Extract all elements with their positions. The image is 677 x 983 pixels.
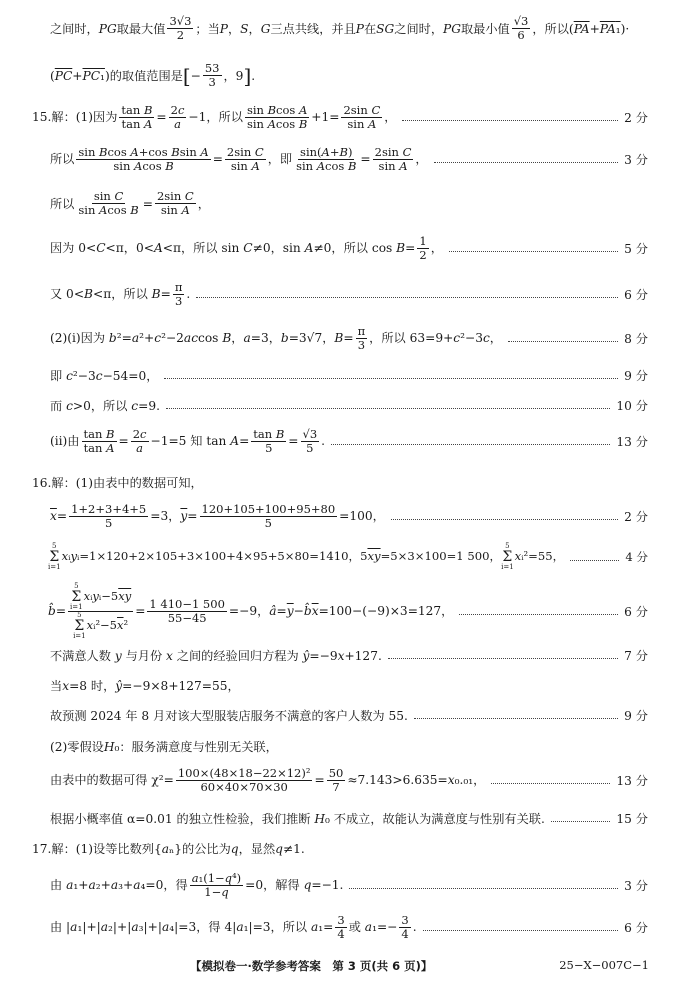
- q16-line-8: (2)零假设 H ₀：服务满意度与性别无关联，: [50, 739, 278, 754]
- score-q16-5: 7 分: [624, 649, 648, 663]
- q16-line-7: 故预测 2024 年 8 月对该大型服装店服务不满意的客户人数为 55. 9 分: [50, 709, 648, 723]
- footer-title: 【模拟卷一·数学参考答案 第 3 页(共 6 页)】: [190, 959, 433, 973]
- q15-line-5: 又 0<B<π，所以 B= $\frac{\pi}{3}$ . 6 分: [50, 280, 648, 309]
- q16-line-3: 5 Σ i=1 xᵢyᵢ=1×120+2×105+3×100+4×95+5×80=1410，$5\overline{xy}=5\times 3\times 100=1$ 500， 5 Σ i=1 xᵢ²=55， 4 分: [48, 542, 648, 571]
- score-q16-9: 13 分: [616, 774, 648, 789]
- q15-line-4: 因为 0<C<π，0<A<π，所以 sin C≠0，sin A≠0，所以 cos B= $\frac{1}{2}$ ， 5 分: [50, 234, 648, 263]
- score-q15-7: 9 分: [624, 369, 648, 383]
- score-q15-9: 13 分: [616, 435, 648, 450]
- q16-line-1: 16.解：(1)由表中的数据可知，: [32, 476, 203, 490]
- score-q16-7: 9 分: [624, 709, 648, 723]
- score-q16-4: 6 分: [624, 605, 648, 619]
- score-q16-2: 2 分: [624, 510, 648, 525]
- score-q15-5: 6 分: [624, 288, 648, 303]
- q16-line-4: b̂= 5 Σ i=1 $xᵢyᵢ-5\overline{xy}$ 5 Σ i=1 $xᵢ^2-5\overline{x}^2$ = $\frac{1 410-1 500}{55-45}$ =−9，$â=\overline{y}-b̂\overline{x}=100-(-9)\times 3=127$， 6 分: [48, 582, 648, 640]
- q15-line-6: (2)(ⅰ)因为 b²=a²+c²−2accos B，a=3，b=3√7，B= $\frac{\pi}{3}$ ，所以 63=9+c²−3c， 8 分: [50, 324, 648, 353]
- q15-line-1: 15.解：(1)因为 $\frac{\text{tan B}}{\text{tan A}}$ = $\frac{2c}{a}$ −1，所以 $\frac{\text{sin Bcos A}}{\text{sin Acos B}}$ +1= $\frac{\text{2sin C}}{\text{sin A}}$ ， 2 分: [32, 103, 648, 132]
- q16-line-2: $\overline{x}=$ $\frac{1+2+3+4+5}{5}$ =3，$\overline{y}=$ $\frac{120+105+100+95+80}{5}$ =100， 2 分: [50, 502, 648, 531]
- q16-line-6: 当 x =8 时， ŷ =−9×8+127=55，: [50, 678, 240, 693]
- q15-line-9: (ⅱ)由 $\frac{\text{tan B}}{\text{tan A}}$ = $\frac{2c}{a}$ −1=5 知 tan A= $\frac{\text{tan B}}{5}$ = $\frac{√3}{5}$ . 13 分: [50, 427, 648, 456]
- score-q15-1: 2 分: [624, 111, 648, 126]
- q15-line-7: 即 c²−3c−54=0， 9 分: [50, 369, 648, 383]
- q16-line-9: 由表中的数据可得 χ²= $\frac{\text{100×(48×18−22×12)²}}{60\times 40\times 70\times 30}$ = $\frac{50}{7}$ ≈7.143>6.635=x₀.₀₁， 13 分: [50, 766, 648, 795]
- footer-code: 25−X−007C−1: [559, 958, 649, 972]
- score-q15-8: 10 分: [616, 399, 648, 413]
- score-q15-4: 5 分: [624, 242, 648, 257]
- q16-line-10: 根据小概率值 α=0.01 的独立性检验，我们推断 H₀ 不成立，故能认为满意度与性别有关联. 15 分: [50, 812, 648, 826]
- score-q15-6: 8 分: [624, 332, 648, 347]
- score-q17-2: 3 分: [624, 879, 648, 894]
- score-q15-2: 3 分: [624, 153, 648, 168]
- score-q17-3: 6 分: [624, 921, 648, 936]
- q16-line-5: 不满意人数 y 与月份 x 之间的经验回归方程为 ŷ=−9x+127. 7 分: [50, 649, 648, 663]
- score-q16-3: 4 分: [625, 550, 648, 564]
- q17-line-2: 由 a₁+a₂+a₃+a₄=0，得 $\frac{\text{a₁(1−q⁴)}}{1-q}$ =0，解得 q=−1. 3 分: [50, 871, 648, 900]
- q15-line-3: 所以 $\frac{\text{sin C}}{\text{sin Acos B}}$ = $\frac{\text{2sin C}}{\text{sin A}}$ ，: [50, 189, 210, 218]
- q17-line-1: 17.解：(1)设等比数列{ a ₙ}的公比为 q ，显然 q ≠1.: [32, 841, 305, 856]
- text-line-1: 之间时， PG 取最大值 $\frac{3√3}{2}$ ；当 P ， S ， G 三点共线，并且 P 在 SG 之间时， PG 取最小值 $\frac{√3}{6}$ ，所以( $\overline{PA}$ + PA₁ )·: [50, 14, 630, 43]
- score-q16-10: 15 分: [616, 812, 648, 826]
- q17-line-3: 由 |a₁|+|a₂|+|a₃|+|a₄|=3，得 4|a₁|=3，所以 a₁= $\frac{3}{4}$ 或 a₁=− $\frac{3}{4}$ . 6 分: [50, 913, 648, 942]
- text-line-2: ( $\overline{PC}$ + PC₁ )的取值范围是 [ − $\frac{53}{3}$ ，9 ] .: [50, 61, 256, 90]
- q15-line-8: 而 c>0，所以 c=9. 10 分: [50, 399, 648, 413]
- q15-line-2: 所以 $\frac{\text{sin Bcos A+cos Bsin A}}{\text{sin Acos B}}$ = $\frac{\text{2sin C}}{\text{sin A}}$ ，即 $\frac{\sin(A+B)}{\text{sin Acos B}}$ = $\frac{\text{2sin C}}{\text{sin A}}$ ， 3 分: [50, 145, 648, 174]
